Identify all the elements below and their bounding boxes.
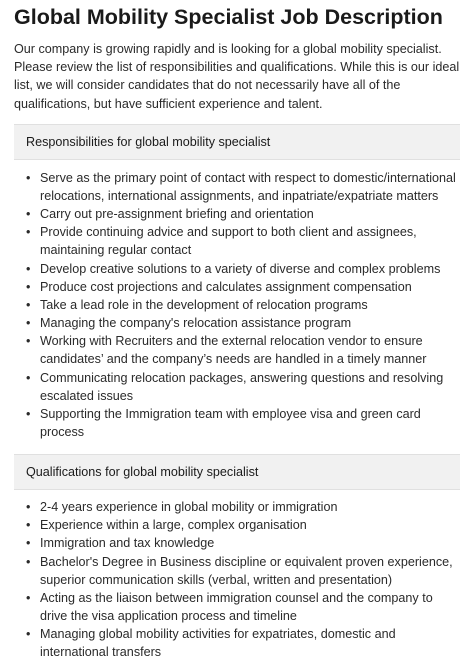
bullet-icon: • — [26, 334, 31, 349]
responsibilities-list — [14, 169, 460, 441]
list-item-text: Bachelor's Degree in Business discipline or equivalent proven experience, superior communication skills (verbal, written and presentation) — [40, 554, 453, 587]
bullet-icon: • — [26, 170, 31, 185]
list-item — [26, 516, 460, 534]
bullet-icon: • — [26, 225, 31, 240]
qualifications-section-header — [14, 454, 460, 490]
list-item — [26, 260, 460, 278]
bullet-icon: • — [26, 297, 31, 312]
list-item-text: Immigration and tax knowledge — [40, 536, 215, 551]
bullet-icon: • — [26, 279, 31, 294]
list-item — [26, 278, 460, 296]
list-item-text: Supporting the Immigration team with employee visa and green card process — [40, 406, 421, 439]
list-item — [26, 405, 460, 441]
list-item-text: Produce cost projections and calculates assignment compensation — [40, 279, 412, 294]
intro-paragraph: Our company is growing rapidly and is looking for a global mobility specialist. Please review the list of responsibilities and qualifications. While this is our ideal list, we will consider candidates that do not necessarily have all of the qualifications, but have sufficient experience and talent. — [14, 42, 460, 111]
list-item — [26, 589, 460, 625]
list-item-text: Develop creative solutions to a variety of diverse and complex problems — [40, 261, 441, 276]
bullet-icon: • — [26, 370, 31, 385]
list-item-text: Communicating relocation packages, answering questions and resolving escalated issues — [40, 370, 444, 403]
list-item-text: Experience within a large, complex organisation — [40, 518, 307, 533]
bullet-icon: • — [26, 500, 31, 515]
list-item — [26, 205, 460, 223]
list-item — [26, 534, 460, 552]
list-item — [26, 553, 460, 589]
bullet-icon: • — [26, 590, 31, 605]
list-item — [26, 369, 460, 405]
qualifications-heading: Qualifications for global mobility specialist — [26, 465, 259, 480]
list-item — [26, 223, 460, 259]
bullet-icon: • — [26, 554, 31, 569]
list-item — [26, 625, 460, 661]
bullet-icon: • — [26, 207, 31, 222]
bullet-icon: • — [26, 627, 31, 642]
list-item — [26, 296, 460, 314]
list-item-text: Managing the company's relocation assistance program — [40, 316, 352, 331]
responsibilities-section-header — [14, 124, 460, 160]
list-item-text: Carry out pre-assignment briefing and orientation — [40, 207, 314, 222]
list-item-text: Working with Recruiters and the external relocation vendor to ensure candidates’ and the company’s needs are handled in a timely manner — [40, 334, 427, 367]
list-item — [26, 498, 460, 516]
list-item-text: Managing global mobility activities for expatriates, domestic and international transfers — [40, 627, 396, 660]
qualifications-list — [14, 498, 460, 661]
bullet-icon: • — [26, 536, 31, 551]
list-item-text: 2-4 years experience in global mobility or immigration — [40, 500, 338, 515]
list-item-text: Take a lead role in the development of relocation programs — [40, 297, 368, 312]
responsibilities-heading: Responsibilities for global mobility specialist — [26, 134, 271, 149]
list-item-text: Serve as the primary point of contact with respect to domestic/international relocations, international assignments, and inpatriate/expatriate matters — [40, 170, 456, 203]
page-title: Global Mobility Specialist Job Description — [14, 5, 443, 29]
list-item — [26, 332, 460, 368]
list-item-text: Provide continuing advice and support to both client and assignees, maintaining regular contact — [40, 225, 417, 258]
bullet-icon: • — [26, 261, 31, 276]
bullet-icon: • — [26, 518, 31, 533]
list-item — [26, 314, 460, 332]
list-item — [26, 169, 460, 205]
list-item-text: Acting as the liaison between immigration counsel and the company to drive the visa application process and timeline — [40, 590, 433, 624]
bullet-icon: • — [26, 316, 31, 331]
bullet-icon: • — [26, 406, 31, 421]
